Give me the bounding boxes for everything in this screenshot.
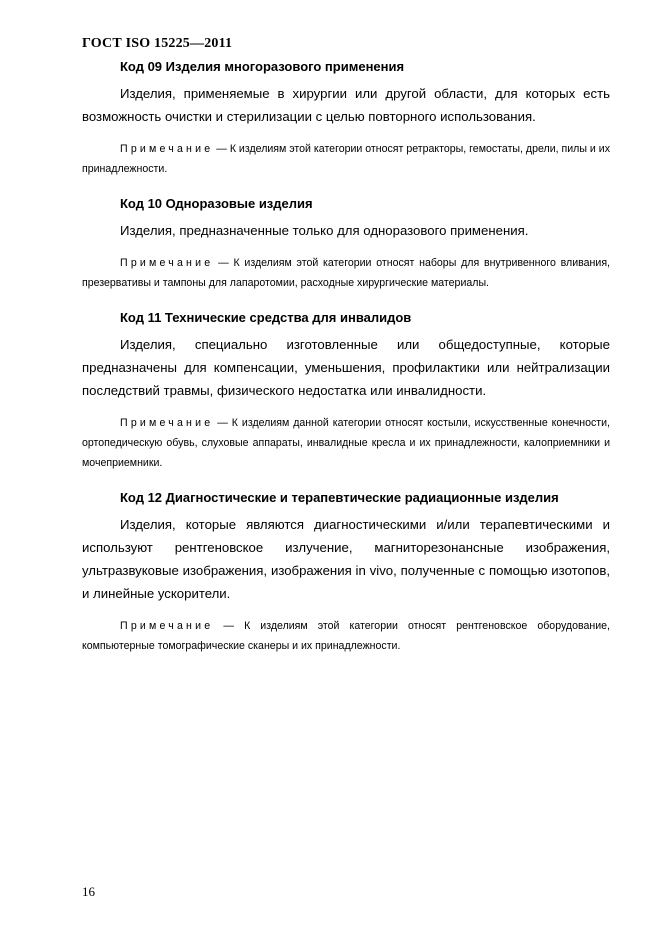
section-heading: Код 10 Одноразовые изделия — [120, 196, 313, 211]
section-note — [82, 253, 610, 293]
section-body: Изделия, специально изготовленные или общедоступные, которые предназначены для компенсации, уменьшения, профилактики или нейтрализации последствий травмы, физического недостатка или инвалидности. — [82, 337, 610, 398]
section-code-09 — [82, 58, 610, 179]
note-label: Примечание — [120, 143, 214, 155]
page-number: 16 — [82, 884, 95, 899]
section-note — [82, 616, 610, 656]
section-code-10 — [82, 195, 610, 293]
section-body: Изделия, применяемые в хирургии или другой области, для которых есть возможность очистки и стерилизации с целью повторного использования. — [82, 86, 610, 124]
note-label: Примечание — [120, 620, 214, 632]
note-label: Примечание — [120, 257, 214, 269]
section-heading: Код 12 Диагностические и терапевтические радиационные изделия — [120, 490, 559, 505]
note-text: — К изделиям данной категории относят костыли, искусственные конечности, ортопедическую обувь, слуховые аппараты, инвалидные кресла и их принадлежности, калоприемники и мочеприемники. — [82, 417, 610, 469]
section-note — [82, 139, 610, 179]
section-code-12 — [82, 489, 610, 656]
section-body: Изделия, которые являются диагностическими и/или терапевтическими и используют рентгеновское излучение, магниторезонансные изображения, ультразвуковые изображения, изображения in vivo, полученные с помощью изотопов, и линейные ускорители. — [82, 517, 610, 601]
document-content — [82, 58, 610, 672]
section-heading: Код 09 Изделия многоразового применения — [120, 59, 405, 74]
document-header: ГОСТ ISO 15225—2011 — [82, 36, 233, 51]
section-heading: Код 11 Технические средства для инвалидов — [120, 310, 412, 325]
note-text: — К изделиям этой категории относят рентгеновское оборудование, компьютерные томографические сканеры и их принадлежности. — [82, 620, 610, 652]
note-label: Примечание — [120, 417, 214, 429]
note-text: — К изделиям этой категории относят наборы для внутривенного вливания, презервативы и тампоны для лапаротомии, расходные хирургические материалы. — [82, 257, 611, 289]
section-code-11 — [82, 309, 610, 473]
note-text: — К изделиям этой категории относят ретракторы, гемостаты, дрели, пилы и их принадлежности. — [82, 143, 610, 175]
section-note — [82, 413, 610, 473]
section-body: Изделия, предназначенные только для одноразового применения. — [120, 223, 529, 238]
